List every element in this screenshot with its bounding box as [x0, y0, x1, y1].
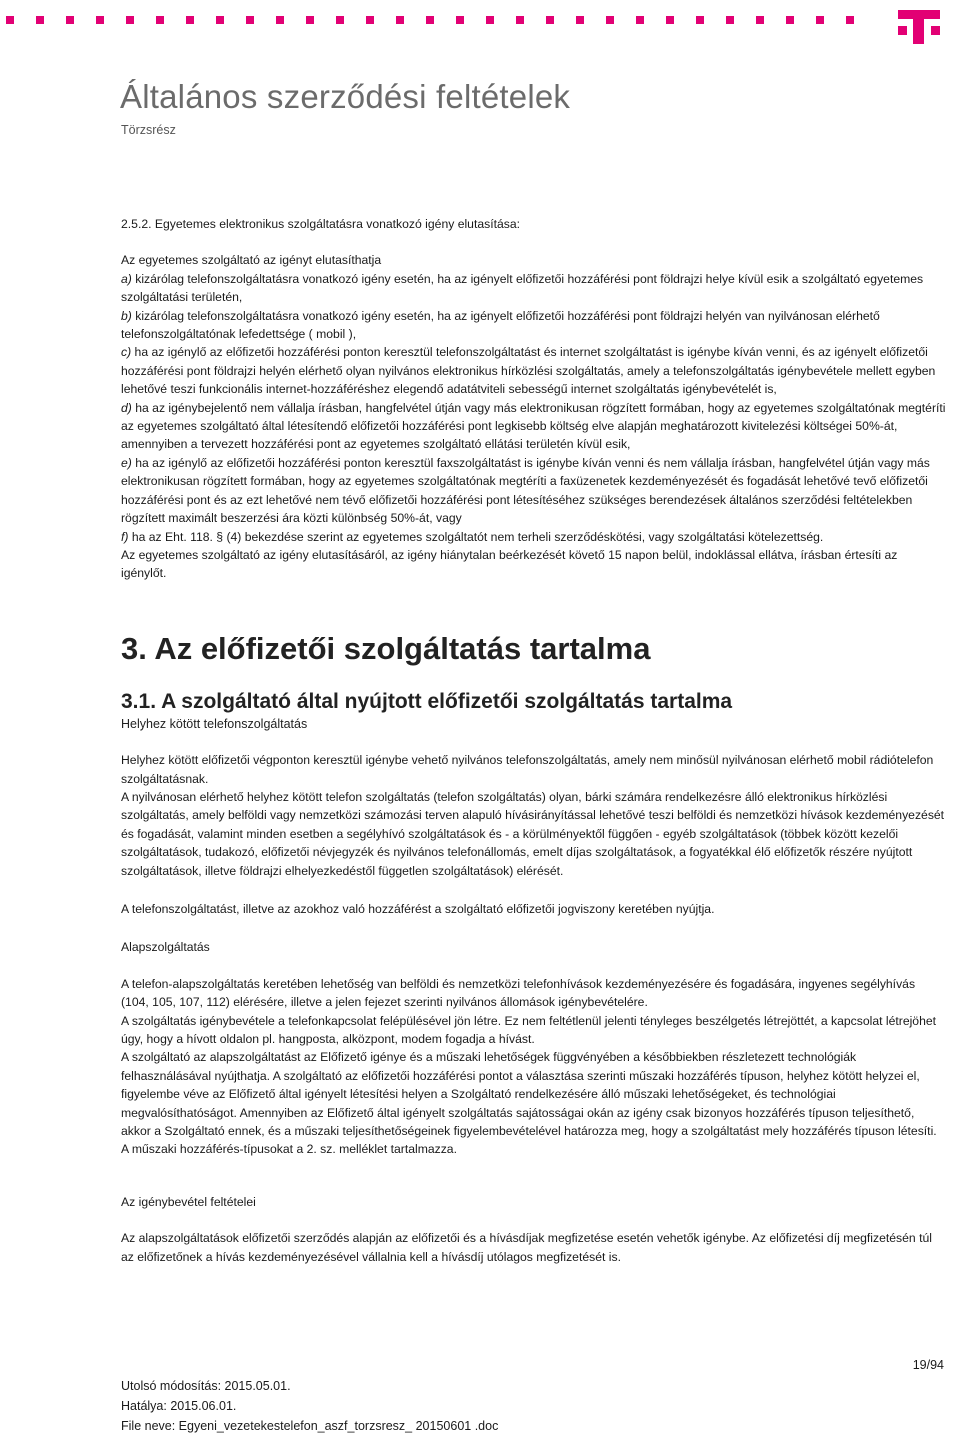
brand-dot-icon [636, 16, 644, 24]
brand-dot-icon [246, 16, 254, 24]
rejection-item-f [121, 528, 946, 546]
brand-dot-icon [186, 16, 194, 24]
rejection-item-b [121, 307, 946, 344]
basic-service-paragraph-1: A telefon-alapszolgáltatás keretében lehetőség van belföldi és nemzetközi telefonhívások kezdeményezésére és fogadására, ingyenes segélyhívás (104, 105, 107, 112) elérésére, illetve a jelen fejezet szerinti nyilvános állomások igénybevételére. [121, 976, 916, 1010]
rejection-item-c [121, 343, 946, 398]
brand-dot-icon [816, 16, 824, 24]
page-number: 19/94 [912, 1358, 944, 1372]
brand-dot-icon [726, 16, 734, 24]
brand-dot-icon [156, 16, 164, 24]
rejection-item-e [121, 454, 946, 528]
section-2-5-2-heading: 2.5.2. Egyetemes elektronikus szolgáltatásra vonatkozó igény elutasítása: [121, 217, 521, 231]
item-marker: c) [121, 345, 132, 360]
item-text: kizárólag telefonszolgáltatásra vonatkozó igény esetén, ha az igényelt előfizetői hozzáférési pont földrajzi helye kívül esik a szolgáltató egyetemes szolgáltatási területén, [121, 271, 924, 305]
brand-dot-icon [216, 16, 224, 24]
brand-dot-icon [666, 16, 674, 24]
document-title: Általános szerződési feltételek [120, 78, 571, 115]
fixed-line-paragraph-1: Helyhez kötött előfizetői végponton keresztül igénybe vehető nyilvános telefonszolgáltatás, amely nem minősül nyilvánosan elérhető mobil rádiótelefon szolgáltatásnak. [121, 753, 934, 786]
item-marker: a) [121, 271, 132, 286]
brand-dot-icon [696, 16, 704, 24]
item-text: ha az igénylő az előfizetői hozzáférési ponton keresztül faxszolgáltatást is igénybe kíván venni és nem vállalja írásban, hangfelvétel útján vagy más elektronikusan rögzített formában, hogy az egyetemes szolgáltatónak megtéríti a faxüzenetek kezdeményezését és fogadását lehetővé tevő előfizetői hozzáférési pont és az ezt lehetővé nem tévő előfizetői hozzáférési pont létesítéséhez szükséges berendezések általános szerződési feltételekben rögzített maximált beszerzési ára közti különbség 50%-át, vagy [121, 455, 930, 526]
usage-conditions-title: Az igénybevétel feltételei [121, 1194, 256, 1209]
item-text: ha az igénylő az előfizetői hozzáférési ponton keresztül telefonszolgáltatást és internet szolgáltatást is igénybe kíván venni, és az igényelt előfizetői hozzáférési pont földrajzi helyén elérhető olyan nyilvános elektronikus hírközlési szolgáltatás, amely a telefonszolgáltatás igénybevétele mellett egyben lehetővé teszi funkcionális internet-hozzáféréshez elegendő adatátviteli sebességű internet szolgáltatás igénybevételét is, [121, 345, 936, 397]
section-3-1-heading: 3.1. A szolgáltató által nyújtott előfizetői szolgáltatás tartalma [121, 689, 733, 713]
last-modified: Utolsó módosítás: 2015.05.01. [121, 1379, 291, 1393]
header-bar [0, 0, 960, 52]
file-name: File neve: Egyeni_vezetekestelefon_aszf_torzsresz_ 20150601 .doc [121, 1419, 499, 1433]
basic-service-paragraph-3: A szolgáltató az alapszolgáltatást az Előfizető igénye és a műszaki lehetőségek függvényében a későbbiekben részletezett technológiák felhasználásával nyújthatja. A szolgáltató az előfizetői hozzáférési pontot a választása szerinti műszaki hozzáférés típuson, helyhez kötött helyzei el, figyelembe véve az Előfizető által igényelt létesítési helyen a Szolgáltató rendelkezésére álló műszaki lehetőségeket, és technológiai megvalósíthatóságot. Amennyiben az Előfizető által igényelt szolgáltatás sajátosságai okán az igény csak bizonyos hozzáférés típuson teljesíthető, akkor a Szolgáltató ennek, és a műszaki teljesíthetőségeinek figyelembevételével határozza meg, hogy a szolgáltatást mely hozzáférés típuson létesíti. A műszaki hozzáférés-típusokat a 2. sz. melléklet tartalmazza. [121, 1050, 937, 1157]
brand-dot-icon [786, 16, 794, 24]
brand-dot-icon [66, 16, 74, 24]
fixed-line-paragraph-3: A telefonszolgáltatást, illetve az azokhoz való hozzáférést a szolgáltató előfizetői jogviszony keretében nyújtja. [121, 901, 715, 916]
brand-dot-icon [366, 16, 374, 24]
basic-service-title: Alapszolgáltatás [121, 940, 210, 955]
item-text: ha az Eht. 118. § (4) bekezdése szerint az egyetemes szolgáltatót nem terheli szerződéskötési, vagy szolgáltatási kötelezettség. [128, 529, 824, 544]
item-marker: e) [121, 455, 132, 470]
brand-dot-icon [336, 16, 344, 24]
brand-dot-icon [6, 16, 14, 24]
rejection-item-d [121, 399, 946, 454]
section-3-heading: 3. Az előfizetői szolgáltatás tartalma [121, 630, 651, 666]
brand-dot-icon [846, 16, 854, 24]
document-body [121, 215, 946, 1266]
brand-dot-row [6, 16, 876, 24]
brand-dot-icon [396, 16, 404, 24]
item-marker: d) [121, 400, 132, 415]
brand-dot-icon [306, 16, 314, 24]
telekom-t-logo-icon [894, 6, 944, 46]
brand-dot-icon [756, 16, 764, 24]
brand-dot-icon [126, 16, 134, 24]
document-subtitle: Törzsrész [121, 123, 176, 137]
usage-conditions-paragraph: Az alapszolgáltatások előfizetői szerződés alapján az előfizetői és a hívásdíjak megfizetése esetén vehetők igénybe. Az előfizetési díj megfizetésén túl az előfizetőnek a hívás kezdeményezésével vállalnia kell a hívásdíj utólagos megfizetését is. [121, 1231, 932, 1264]
brand-dot-icon [36, 16, 44, 24]
basic-service-paragraph-2: A szolgáltatás igénybevétele a telefonkapcsolat felépülésével jön létre. Ez nem feltétlenül jelenti tényleges beszélgetés létrejöttét, a kapcsolat létrejöhet úgy, hogy a hívott oldalon pl. hangposta, alközpont, modem fogadja a hívást. [121, 1013, 937, 1046]
fixed-line-paragraph-2: A nyilvánosan elérhető helyhez kötött telefon szolgáltatás (telefon szolgáltatás) olyan, bárki számára rendelkezésre álló elektronikus hírközlési szolgáltatás, amely belföldi vagy nemzetközi számozási terven alapuló hívásirányítással lehetővé teszi belföldi és nemzetközi hívások kezdeményezését és fogadását, valamint minden esetben a segélyhívó szolgáltatások és - a körülményektől függően - egyéb szolgáltatások (többek között kezelői szolgáltatások, tudakozó, előfizetői névjegyzék és nyilvános telefonállomás, emelt díjas szolgáltatások, a fogyatékkal élő előfizetők részére nyújtott szolgáltatások, illetve földrajzi elhelyezkedéstől független szolgáltatások) elérését. [121, 789, 945, 878]
brand-dot-icon [576, 16, 584, 24]
item-marker: b) [121, 308, 132, 323]
item-marker: f) [121, 529, 129, 544]
rejection-intro: Az egyetemes szolgáltató az igényt elutasíthatja [121, 253, 382, 268]
brand-dot-icon [546, 16, 554, 24]
brand-dot-icon [426, 16, 434, 24]
effective-date: Hatálya: 2015.06.01. [121, 1399, 237, 1413]
brand-dot-icon [516, 16, 524, 24]
brand-dot-icon [276, 16, 284, 24]
brand-dot-icon [486, 16, 494, 24]
brand-dot-icon [96, 16, 104, 24]
brand-dot-icon [606, 16, 614, 24]
item-text: kizárólag telefonszolgáltatásra vonatkozó igény esetén, ha az igényelt előfizetői hozzáférési pont földrajzi helyén van nyilvánosan elérhető telefonszolgáltatónak lefedettsége ( mobil ), [121, 308, 880, 342]
document-footer [121, 1376, 498, 1436]
rejection-closing: Az egyetemes szolgáltató az igény elutasításáról, az igény hiánytalan beérkezését követő 15 napon belül, indoklással ellátva, írásban értesíti az igénylőt. [121, 547, 898, 581]
rejection-item-a [121, 270, 946, 307]
fixed-line-title: Helyhez kötött telefonszolgáltatás [121, 716, 308, 731]
brand-dot-icon [456, 16, 464, 24]
item-text: ha az igénybejelentő nem vállalja írásban, hangfelvétel útján vagy más elektronikusan rögzített formában, hogy az egyetemes szolgáltatónak megtéríti az egyetemes szolgáltató által létesítendő előfizetői hozzáférési pont legkisebb költség elve alapján meghatározott kivitelezési költségei 50%-át, amennyiben a tervezett hozzáférési pont az egyetemes szolgáltató ellátási területén kívül esik, [121, 400, 946, 452]
